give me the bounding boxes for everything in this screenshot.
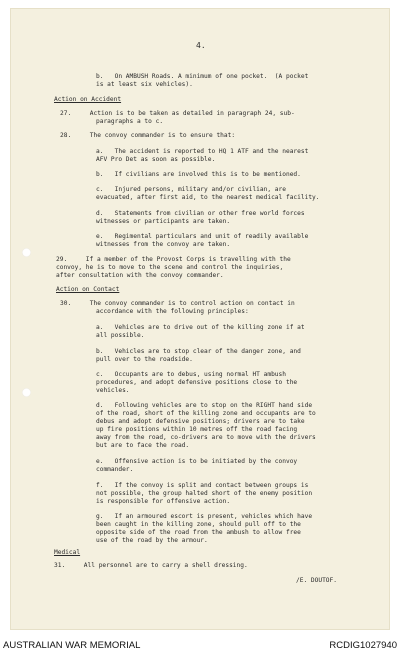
section-heading: Action on Accident bbox=[54, 96, 122, 103]
text-line: is at least six vehicles). bbox=[96, 81, 193, 88]
text-line: witnesses or participants are taken. bbox=[96, 218, 231, 225]
text-line: 30. The convoy commander is to control action on contact in bbox=[60, 300, 295, 307]
text-line: paragraphs a to c. bbox=[96, 118, 164, 125]
text-line: away from the road, co-drivers are to move with the drivers bbox=[96, 434, 316, 441]
text-line: but are to face the road. bbox=[96, 442, 190, 449]
text-line: a. The accident is reported to HQ 1 ATF and the nearest bbox=[96, 148, 309, 155]
text-line: up fire positions within 10 metres off the road facing bbox=[96, 426, 298, 433]
text-line: 31. All personnel are to carry a shell dressing. bbox=[54, 562, 248, 569]
text-line: 29. If a member of the Provost Corps is travelling with the bbox=[56, 256, 291, 263]
page-number: 4. bbox=[196, 41, 206, 50]
text-line: not possible, the group halted short of the enemy position bbox=[96, 490, 313, 497]
text-line: convoy, he is to move to the scene and control the inquiries, bbox=[56, 264, 284, 271]
typed-text bbox=[10, 8, 390, 630]
text-line: use of the road by the armour. bbox=[96, 537, 208, 544]
text-line: d. Following vehicles are to stop on the RIGHT hand side bbox=[96, 402, 313, 409]
text-line: after consultation with the convoy commander. bbox=[56, 272, 224, 279]
text-line: accordance with the following principles: bbox=[96, 308, 249, 315]
footer bbox=[0, 630, 401, 654]
text-line: c. Injured persons, military and/or civilian, are bbox=[96, 186, 286, 193]
text-line: been caught in the killing zone, should pull off to the bbox=[96, 521, 301, 528]
text-line: commander. bbox=[96, 466, 134, 473]
section-heading: Medical bbox=[54, 549, 81, 556]
text-line: of the road, short of the killing zone and occupants are to bbox=[96, 410, 316, 417]
text-line: b. On AMBUSH Roads. A minimum of one pocket. (A pocket bbox=[96, 73, 309, 80]
text-line: opposite side of the road from the ambush to allow free bbox=[96, 529, 301, 536]
text-line: all possible. bbox=[96, 332, 145, 339]
signature: /E. DOUTOF. bbox=[296, 577, 337, 584]
text-line: witnesses from the convoy are taken. bbox=[96, 241, 231, 248]
text-line: pull over to the roadside. bbox=[96, 356, 193, 363]
document-page bbox=[10, 8, 390, 630]
text-line: b. Vehicles are to stop clear of the danger zone, and bbox=[96, 348, 301, 355]
text-line: vehicles. bbox=[96, 387, 130, 394]
text-line: c. Occupants are to debus, using normal HT ambush bbox=[96, 371, 286, 378]
text-line: is responsible for offensive action. bbox=[96, 498, 231, 505]
text-line: g. If an armoured escort is present, vehicles which have bbox=[96, 513, 313, 520]
text-line: a. Vehicles are to drive out of the killing zone if at bbox=[96, 324, 305, 331]
footer-record-id: RCDIG1027940 bbox=[329, 640, 397, 651]
text-line: procedures, and adopt defensive positions close to the bbox=[96, 379, 298, 386]
section-heading: Action on Contact bbox=[56, 286, 120, 293]
text-line: 27. Action is to be taken as detailed in paragraph 24, sub- bbox=[60, 110, 295, 117]
text-line: AFV Pro Det as soon as possible. bbox=[96, 156, 216, 163]
footer-source: AUSTRALIAN WAR MEMORIAL bbox=[3, 640, 141, 651]
text-line: f. If the convoy is split and contact between groups is bbox=[96, 482, 309, 489]
text-line: 28. The convoy commander is to ensure that: bbox=[60, 132, 236, 139]
text-line: e. Regimental particulars and unit of readily available bbox=[96, 233, 309, 240]
text-line: e. Offensive action is to be initiated by the convoy bbox=[96, 458, 298, 465]
text-line: debus and adopt defensive positions; drivers are to take bbox=[96, 418, 305, 425]
text-line: b. If civilians are involved this is to be mentioned. bbox=[96, 171, 301, 178]
text-line: evacuated, after first aid, to the nearest medical facility. bbox=[96, 194, 320, 201]
text-line: d. Statements from civilian or other free world forces bbox=[96, 210, 305, 217]
